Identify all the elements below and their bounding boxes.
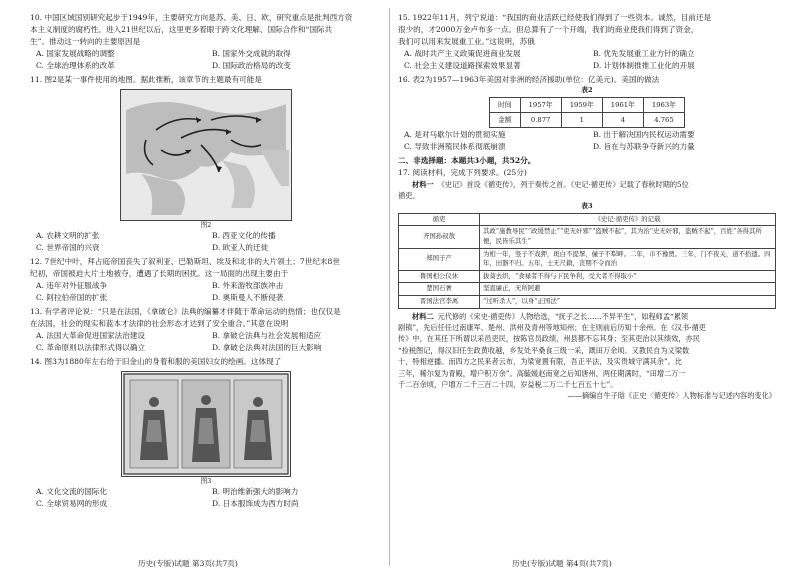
q13-stem: 在法国，社会的现实和蓝本才法律的社会形态才达到了安全重合。”其意在说明	[30, 319, 289, 328]
table-2-title: 表2	[581, 86, 593, 94]
table-row	[399, 248, 776, 270]
material-2-text: “捡税图记，得汉旧任生政黄收越，乡发处平桑食三级一采，溉田万余顷。又教民自为义梁数	[398, 345, 690, 355]
q13-option-c[interactable]: C. 革命原则以法律形式得以确立	[36, 343, 146, 352]
table-cell: 为相一年，竖子不戏狎，斑白不提挈，僮子不犁畔。二年，市不豫贾。三年，门不夜关，道不拾遗。四年，田器不归。五年，士无尺籍，丧期不令而治	[480, 248, 776, 270]
table-cell: 时间	[489, 98, 520, 113]
q15-option-c[interactable]: C. 社会主义建设道路探索效果显著	[404, 61, 521, 70]
table-cell: 晋国法官李离	[399, 295, 480, 308]
figure-2-caption: 图2	[200, 221, 212, 229]
question-15	[398, 12, 776, 72]
question-13	[30, 306, 382, 354]
table-cell: 拔葵去织，“食禄者不得与下民争利，受大者不得取小”	[480, 270, 776, 283]
q10-option-d[interactable]: D. 国际政治格局的改变	[212, 61, 291, 70]
q14-option-b[interactable]: B. 明治维新强大的影响力	[212, 487, 299, 496]
table-row	[399, 270, 776, 283]
table-cell: 4	[602, 113, 643, 128]
table-cell: 1959年	[561, 98, 602, 113]
q12-option-b[interactable]: B. 外来游牧部族冲击	[212, 281, 284, 290]
material-2-text: 传》中，在其任下所谓以采邑吏民，按陈官员政绩，州县都不忘其身；至其吏治以其绩效，亦民	[398, 334, 700, 344]
q10-stem: 生”。推动这一转向的主要原因是	[30, 37, 141, 46]
q15-option-d[interactable]: D. 计划体制推推工业化的开展	[593, 61, 695, 70]
table-row	[399, 295, 776, 308]
q14-stem: 14. 图3为1880年左右给于旧金山的身着和服的美国妇女的绘画。这体现了	[30, 357, 282, 366]
q10-option-a[interactable]: A. 国家发展战略的调整	[36, 49, 115, 58]
q11-option-a[interactable]: A. 农耕文明的扩张	[36, 231, 100, 240]
kimono-painting-image	[122, 372, 290, 476]
table-cell: 楚国石奢	[399, 283, 480, 296]
table-cell: 鲁国相公仪休	[399, 270, 480, 283]
right-page-footer: 历史(专版)试题 第4页(共7页)	[512, 559, 612, 568]
q12-stem: 纪初，帝国被迫大片土地被夺，遭遇了长期的困扰。这一局面的出现主要由于	[30, 269, 289, 278]
q12-stem: 12. 7世纪中叶，拜占庭帝国丧失了叙利亚、巴勒斯坦、埃及和北非的大片领土；7世纪末8世	[30, 257, 340, 266]
question-17	[398, 167, 776, 402]
q16-option-d[interactable]: D. 旨在与苏联争夺新兴的力量	[593, 142, 695, 151]
left-page	[30, 10, 382, 510]
question-14	[30, 356, 382, 510]
table-cell: 《史记·循吏传》的记载	[480, 213, 776, 226]
map-figure-2	[120, 89, 292, 221]
table-row	[399, 213, 776, 226]
q17-stem: 17. 阅读材料，完成下列要求。(25分)	[398, 168, 527, 177]
section-heading: 二、非选择题：本题共3小题，共52分。	[398, 156, 536, 165]
table-row	[399, 283, 776, 296]
material-2-text: 剧镇”，先后任任过南康军、楚州、洪州及青州等地知州；在主则前后历知十余州。在《汉书·循吏	[398, 322, 706, 332]
q12-option-c[interactable]: C. 阿拉伯帝国的扩张	[36, 293, 108, 302]
material-1-text: 《史记》首设《循吏传》，列于奏传之首。《史记·循吏传》记载了春秋时期的5位	[437, 180, 689, 189]
table-cell: 1	[561, 113, 602, 128]
q16-option-c[interactable]: C. 导致非洲殖民体系彻底崩溃	[404, 142, 506, 151]
material-2-text: 三年，稀尔复为青殿，增户积万余”。高毓媛赵南宽之后知唐州，两任期满时，“田增二万一	[398, 368, 686, 378]
table-2	[489, 97, 685, 128]
q10-option-b[interactable]: B. 国家外交成就的取得	[212, 49, 291, 58]
q12-option-d[interactable]: D. 奥斯曼人不断侵袭	[212, 293, 284, 302]
q12-option-a[interactable]: A. 违年对外征服战争	[36, 281, 108, 290]
table-cell: 郑国子产	[399, 248, 480, 270]
table-3-title: 表3	[581, 201, 593, 210]
q15-stem: 我们可以用来发展重工业。”这说明，苏俄	[398, 37, 535, 46]
q16-stem: 16. 表2为1957—1963年美国对非洲的经济援助(单位：亿美元)。美国的做法	[398, 75, 660, 84]
q15-option-b[interactable]: B. 优先发展重工业方针的确立	[593, 49, 695, 58]
table-cell: 0.877	[520, 113, 561, 128]
table-cell: 金额	[489, 113, 520, 128]
table-cell: 齐国孙叔敖	[399, 226, 480, 248]
q13-stem: 13. 有学者评论说：“只是在法国，《拿破仑》法典的编纂才伴随于革命运动的热情；也仅仅是	[30, 307, 341, 316]
q10-option-c[interactable]: C. 全球治理体系的改革	[36, 61, 115, 70]
left-page-footer: 历史(专版)试题 第3页(共7页)	[138, 559, 238, 568]
table-row	[489, 113, 684, 128]
table-cell: 4.765	[643, 113, 684, 128]
table-3	[398, 213, 776, 309]
q15-stem: 15. 1922年11月，列宁说道：“我国的商业活跃已经使我们得到了一些资本。诚然，目前还是	[398, 13, 712, 22]
q13-option-d[interactable]: D. 拿破仑法典对法国的巨大影响	[212, 343, 322, 352]
question-16	[398, 74, 776, 153]
figure-3-caption: 图3	[200, 477, 212, 485]
q11-option-b[interactable]: B. 西亚文化的传播	[212, 231, 276, 240]
table-cell: 1957年	[520, 98, 561, 113]
table-cell: 1961年	[602, 98, 643, 113]
q13-option-b[interactable]: B. 拿破仑法典与社会发展相适应	[212, 331, 322, 340]
q14-option-d[interactable]: D. 日本服饰成为西方时尚	[212, 499, 299, 508]
right-page	[398, 10, 776, 402]
material-2-text: 千二百余顷，户增万二千三百二十四，岁益税二万二千七百五十七”。	[398, 380, 618, 389]
table-cell: 坚直廉正，无所阿避	[480, 283, 776, 296]
q11-option-c[interactable]: C. 世界帝国的兴衰	[36, 243, 100, 252]
q15-option-a[interactable]: A. 战时共产主义政策促进商业发展	[404, 49, 521, 58]
table-row	[399, 226, 776, 248]
painting-figure-3	[121, 371, 291, 477]
table-cell: “过听杀人”，以身“正国法”	[480, 295, 776, 308]
q16-option-b[interactable]: B. 出于解决国内民权运动需要	[593, 130, 695, 139]
material-2-text: 十，特相逆播。而四方之民来者云布，为梁宽置有限，吾正平法，及实贵城守满其余”。比	[398, 357, 682, 367]
table-cell: 其政“施教导民”“政缓禁止”“吏无奸邪”“盗贼不起”，其为治“史无奸邪，盗贼不起”，百姓“各得其所便，民皆乐其生”	[480, 226, 776, 248]
table-cell: 循吏	[399, 213, 480, 226]
material-1	[398, 179, 776, 190]
q10-stem: 本主义制度的腐朽性。进入21世纪以后，这里更多着眼于跨文化理解、国际合作和“国际共	[30, 25, 333, 34]
material-1-text: 循吏。	[398, 191, 420, 201]
question-11	[30, 74, 382, 254]
table-row	[489, 98, 684, 113]
q14-option-c[interactable]: C. 全球贸易网的形成	[36, 499, 108, 508]
material-2-source: ——摘编自牛子晗《正史〈循吏传〉人物标准与记述内容的变化》	[567, 391, 776, 401]
q15-stem: 很少的，才2000万金卢布多一点。但总算有了一个开端，我们的商业使我们得到了资金，	[398, 25, 699, 34]
q16-option-a[interactable]: A. 是对马歇尔计划的贯彻实施	[404, 130, 506, 139]
migration-map-image	[121, 90, 291, 220]
q14-option-a[interactable]: A. 文化交流的国际化	[36, 487, 108, 496]
page-divider	[389, 8, 390, 566]
q13-option-a[interactable]: A. 法国大革命促进国家法治建设	[36, 331, 146, 340]
material-2-label: 材料二	[412, 311, 434, 321]
q11-option-d[interactable]: D. 欧亚人的迁徙	[212, 243, 269, 252]
question-12	[30, 256, 382, 304]
table-cell: 1963年	[643, 98, 684, 113]
material-1-label: 材料一	[412, 180, 434, 189]
q11-stem: 11. 图2是某一事件使用的地图。据此推断，该章节的主题最有可能是	[30, 75, 262, 84]
material-2	[398, 311, 776, 322]
question-10	[30, 12, 382, 72]
q10-stem: 10. 中国区域国别研究起步于1949年，主要研究方向是苏、美、日、欧，研究重点是批判西方资	[30, 13, 353, 22]
material-2-text: 元代修的《宋史·循吏传》人物给选，“抚子之长……不异平生”，如程师孟“累领	[437, 311, 689, 321]
